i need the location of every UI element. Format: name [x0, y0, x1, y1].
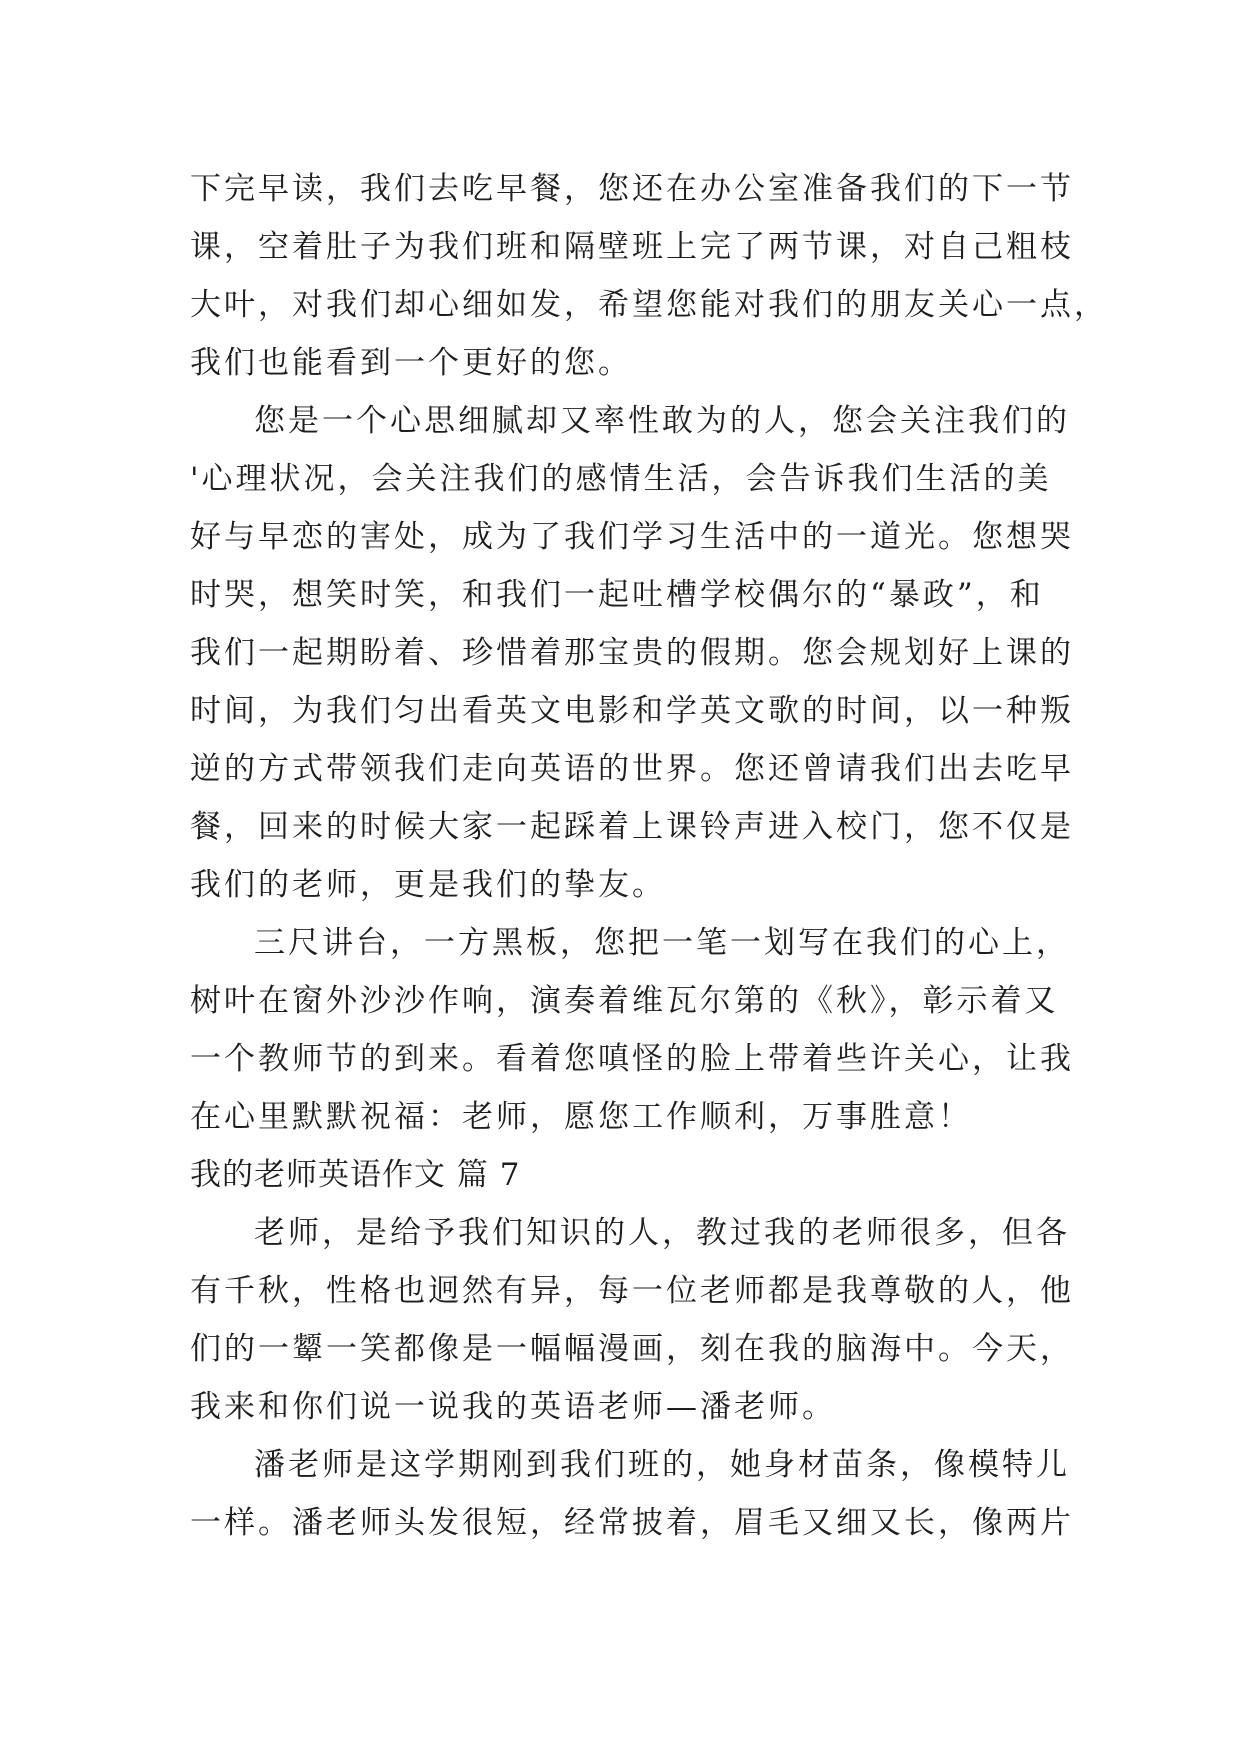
text-line: 好与早恋的害处，成为了我们学习生活中的一道光。您想哭 [190, 519, 1074, 555]
text-line: 我们也能看到一个更好的您。 [190, 345, 632, 381]
paragraph [190, 160, 1108, 392]
text-line: 潘老师是这学期刚到我们班的，她身材苗条，像模特儿 [254, 1447, 1070, 1483]
text-line: 一样。潘老师头发很短，经常披着，眉毛又细又长，像两片 [190, 1505, 1074, 1541]
text-line: 下完早读，我们去吃早餐，您还在办公室准备我们的下一节 [190, 171, 1074, 207]
text-line: 时间，为我们匀出看英文电影和学英文歌的时间，以一种叛 [190, 693, 1074, 729]
paragraph [190, 392, 1074, 914]
text-line: 时哭，想笑时笑，和我们一起吐槽学校偶尔的“暴政”，和 [190, 577, 1044, 613]
text-line: 我们一起期盼着、珍惜着那宝贵的假期。您会规划好上课的 [190, 635, 1074, 671]
text-line: 老师，是给予我们知识的人，教过我的老师很多，但各 [254, 1215, 1070, 1251]
paragraph [190, 1204, 1074, 1436]
text-line: 树叶在窗外沙沙作响，演奏着维瓦尔第的《秋》，彰示着又 [190, 983, 1059, 1019]
text-line: 我们的老师，更是我们的挚友。 [190, 867, 666, 903]
text-line: 您是一个心思细腻却又率性敢为的人，您会关注我们的 [254, 403, 1070, 439]
text-line: '心理状况，会关注我们的感情生活，会告诉我们生活的美 [190, 461, 1052, 497]
text-line: 一个教师节的到来。看着您嗔怪的脸上带着些许关心，让我 [190, 1041, 1074, 1077]
text-line: 我来和你们说一说我的英语老师—潘老师。 [190, 1389, 836, 1425]
section-heading: 我的老师英语作文 篇 7 [190, 1157, 521, 1193]
text-line: 课，空着肚子为我们班和隔壁班上完了两节课，对自己粗枝 [190, 229, 1074, 265]
text-line: 逆的方式带领我们走向英语的世界。您还曾请我们出去吃早 [190, 751, 1074, 787]
text-line: 大叶，对我们却心细如发，希望您能对我们的朋友关心一点， [190, 287, 1108, 323]
paragraph [190, 914, 1074, 1146]
text-line: 在心里默默祝福：老师，愿您工作顺利，万事胜意！ [190, 1099, 972, 1135]
text-line: 餐，回来的时候大家一起踩着上课铃声进入校门，您不仅是 [190, 809, 1074, 845]
text-line: 三尺讲台，一方黑板，您把一笔一划写在我们的心上， [254, 925, 1070, 961]
document-page [190, 160, 1108, 1552]
text-line: 有千秋，性格也迥然有异，每一位老师都是我尊敬的人，他 [190, 1273, 1074, 1309]
paragraph [190, 1436, 1074, 1552]
text-line: 们的一颦一笑都像是一幅幅漫画，刻在我的脑海中。今天， [190, 1331, 1074, 1367]
